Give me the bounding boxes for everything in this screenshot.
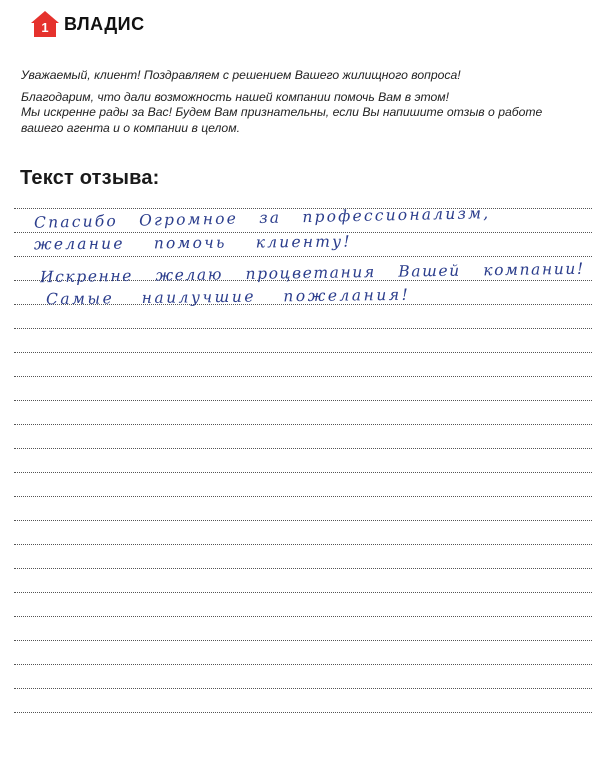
ruled-line	[14, 376, 592, 377]
ruled-line	[14, 520, 592, 521]
review-line: Спасибо Огромное за профессионализм,	[33, 204, 491, 232]
ruled-line	[14, 496, 592, 497]
ruled-line	[14, 424, 592, 425]
review-heading: Текст отзыва:	[20, 167, 160, 189]
ruled-line	[14, 616, 592, 617]
review-line: Самые наилучшие пожелания!	[45, 285, 411, 309]
brand-name: ВЛАДИС	[64, 13, 145, 34]
ruled-line	[14, 712, 592, 713]
ruled-line	[14, 328, 592, 329]
ruled-line	[14, 664, 592, 665]
thanks-line-1: Благодарим, что дали возможность нашей компании помочь Вам в этом!	[21, 89, 450, 104]
brand-logo	[30, 10, 145, 38]
ruled-line	[14, 400, 592, 401]
greeting-line: Уважаемый, клиент! Поздравляем с решением Вашего жилищного вопроса!	[21, 68, 461, 82]
thanks-line-2: Мы искренне рады за Вас! Будем Вам признательны, если Вы напишите отзыв о работе	[21, 105, 543, 119]
house-icon	[30, 10, 60, 38]
review-line: Искренне желаю процветания Вашей компании!	[39, 259, 585, 287]
ruled-line	[14, 688, 592, 689]
ruled-line	[14, 448, 592, 449]
intro-text	[21, 68, 591, 136]
ruled-line	[14, 472, 592, 473]
logo-mark: 1	[41, 20, 49, 35]
ruled-line	[14, 544, 592, 545]
ruled-line	[14, 256, 592, 257]
ruled-line	[14, 592, 592, 593]
ruled-line	[14, 352, 592, 353]
ruled-line	[14, 640, 592, 641]
thanks-line-3: вашего агента и о компании в целом.	[21, 120, 240, 135]
review-line: желание помочь клиенту!	[33, 232, 352, 254]
ruled-line	[14, 568, 592, 569]
